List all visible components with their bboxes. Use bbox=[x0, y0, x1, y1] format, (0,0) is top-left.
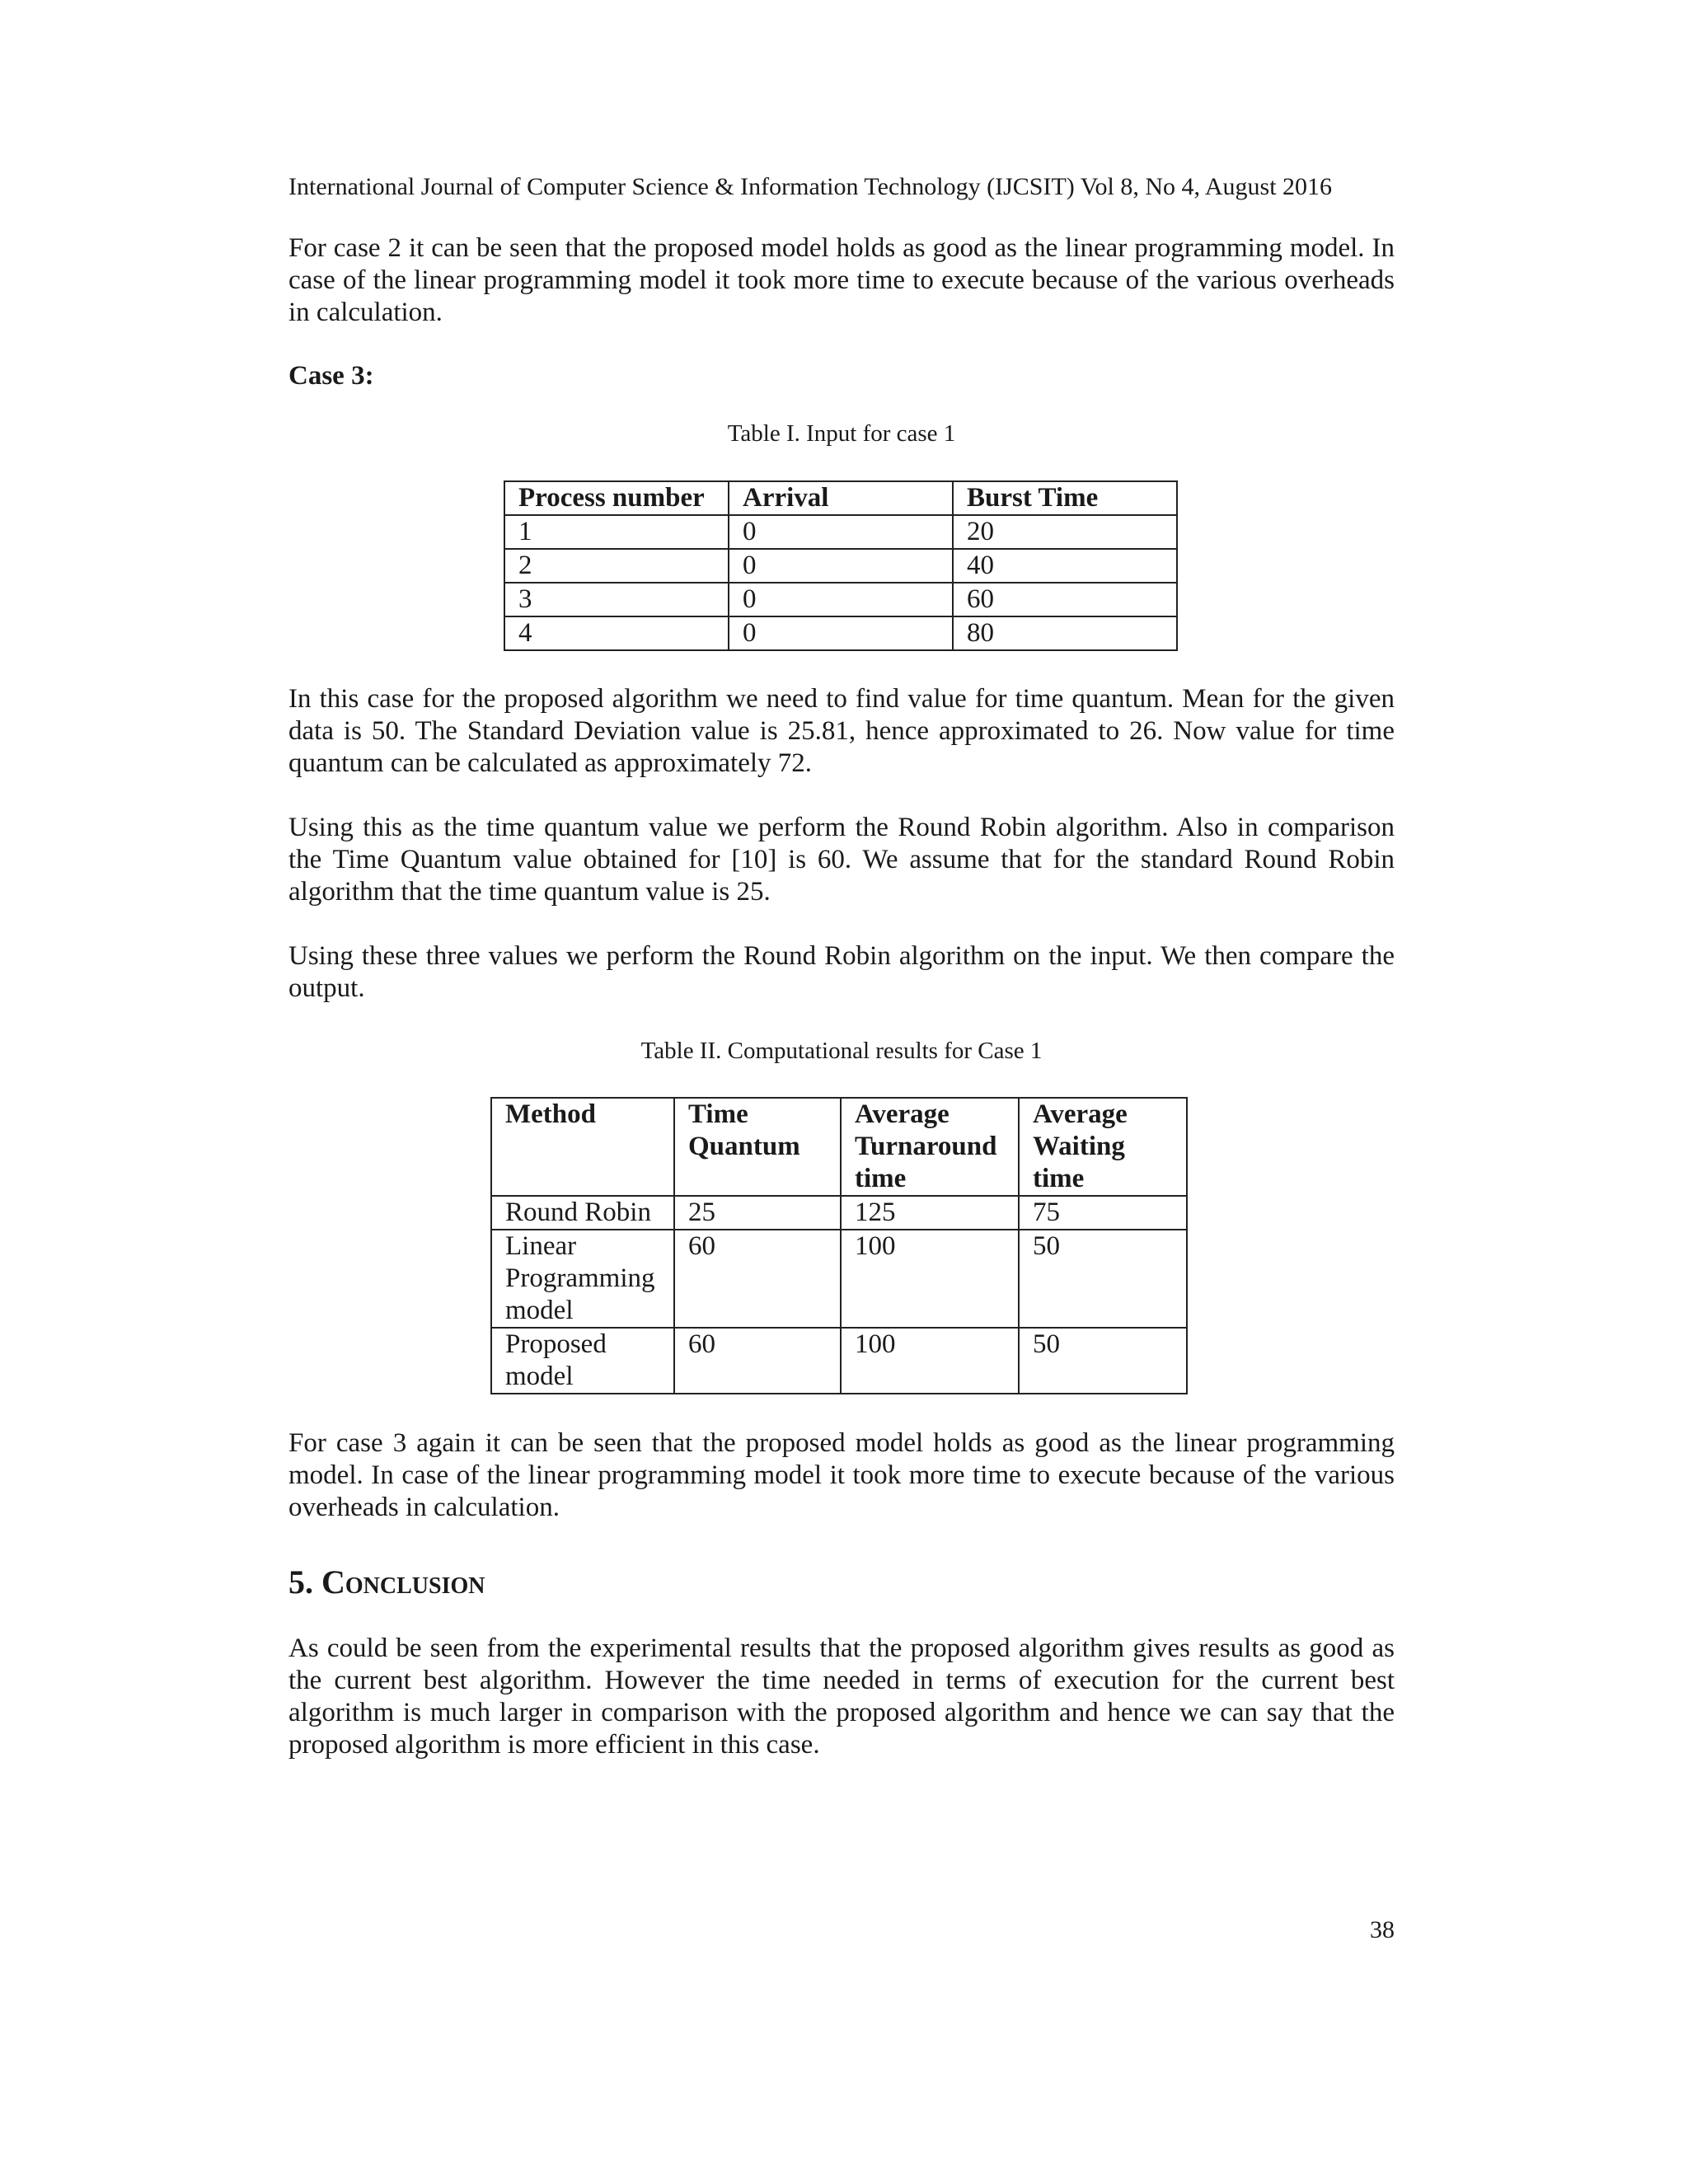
table-cell: 100 bbox=[841, 1328, 1019, 1394]
table-cell: 80 bbox=[953, 616, 1177, 650]
section-number: 5. bbox=[288, 1563, 321, 1601]
table-header-cell: Arrival bbox=[729, 481, 953, 515]
page-number: 38 bbox=[1370, 1916, 1395, 1943]
table-header-row bbox=[491, 1098, 1187, 1196]
table-cell: Linear Programming model bbox=[491, 1230, 674, 1328]
table-cell: 60 bbox=[674, 1328, 841, 1394]
paragraph-round-robin: Using this as the time quantum value we perform the Round Robin algorithm. Also in comparison the Time Quantum value obtained for [10] is 60. We assume that for the standard Round Robin algorithm that the time quantum value is 25. bbox=[288, 813, 1395, 907]
table1-caption: Table I. Input for case 1 bbox=[727, 420, 956, 447]
table-row bbox=[504, 549, 1177, 583]
table-cell: 20 bbox=[953, 515, 1177, 549]
table-cell: 50 bbox=[1019, 1328, 1187, 1394]
table-row bbox=[504, 515, 1177, 549]
table2-caption: Table II. Computational results for Case 1 bbox=[640, 1038, 1043, 1064]
section-heading-conclusion bbox=[288, 1562, 485, 1603]
table-header-cell: Process number bbox=[504, 481, 729, 515]
table-row bbox=[504, 583, 1177, 616]
table-cell: 0 bbox=[729, 515, 953, 549]
table-header-cell: Average Turnaround time bbox=[841, 1098, 1019, 1196]
table-header-cell: Time Quantum bbox=[674, 1098, 841, 1196]
table-cell: 125 bbox=[841, 1196, 1019, 1230]
table-cell: 0 bbox=[729, 583, 953, 616]
table-header-cell: Burst Time bbox=[953, 481, 1177, 515]
table-cell: 60 bbox=[674, 1230, 841, 1328]
table-cell: 3 bbox=[504, 583, 729, 616]
case3-heading: Case 3: bbox=[288, 361, 374, 391]
paragraph-case2-conclusion: For case 2 it can be seen that the proposed model holds as good as the linear programming model. In case of the linear programming model it took more time to execute because of the various overheads in calculation. bbox=[288, 233, 1395, 327]
paper-page bbox=[288, 0, 1395, 2184]
table-results-case1 bbox=[490, 1097, 1188, 1394]
table-input-case1 bbox=[504, 480, 1178, 651]
table-cell: 100 bbox=[841, 1230, 1019, 1328]
table-cell: 60 bbox=[953, 583, 1177, 616]
table-header-row bbox=[504, 481, 1177, 515]
table-cell: 40 bbox=[953, 549, 1177, 583]
table-row bbox=[491, 1328, 1187, 1394]
table-cell: 50 bbox=[1019, 1230, 1187, 1328]
table-cell: 4 bbox=[504, 616, 729, 650]
table-cell: 0 bbox=[729, 616, 953, 650]
table-row bbox=[504, 616, 1177, 650]
table-cell: Round Robin bbox=[491, 1196, 674, 1230]
table-row bbox=[491, 1230, 1187, 1328]
paragraph-compare: Using these three values we perform the Round Robin algorithm on the input. We then compare the output. bbox=[288, 941, 1395, 1003]
running-header: International Journal of Computer Science & Information Technology (IJCSIT) Vol 8, No 4, August 2016 bbox=[288, 173, 1333, 200]
section-title: Conclusion bbox=[321, 1563, 485, 1601]
table-cell: 1 bbox=[504, 515, 729, 549]
table-cell: 2 bbox=[504, 549, 729, 583]
table-header-cell: Average Waiting time bbox=[1019, 1098, 1187, 1196]
paragraph-time-quantum: In this case for the proposed algorithm we need to find value for time quantum. Mean for the given data is 50. The Standard Deviation value is 25.81, hence approximated to 26. Now value for time quantum can be calculated as approximately 72. bbox=[288, 684, 1395, 778]
table-row bbox=[491, 1196, 1187, 1230]
paragraph-conclusion: As could be seen from the experimental results that the proposed algorithm gives results as good as the current best algorithm. However the time needed in terms of execution for the current best algorithm is much larger in comparison with the proposed algorithm and hence we can say that the proposed algorithm is more efficient in this case. bbox=[288, 1633, 1395, 1760]
table-header-cell: Method bbox=[491, 1098, 674, 1196]
table-cell: 25 bbox=[674, 1196, 841, 1230]
table-cell: 75 bbox=[1019, 1196, 1187, 1230]
paragraph-case3-conclusion: For case 3 again it can be seen that the proposed model holds as good as the linear programming model. In case of the linear programming model it took more time to execute because of the various overheads in calculation. bbox=[288, 1428, 1395, 1522]
table-cell: Proposed model bbox=[491, 1328, 674, 1394]
table-cell: 0 bbox=[729, 549, 953, 583]
